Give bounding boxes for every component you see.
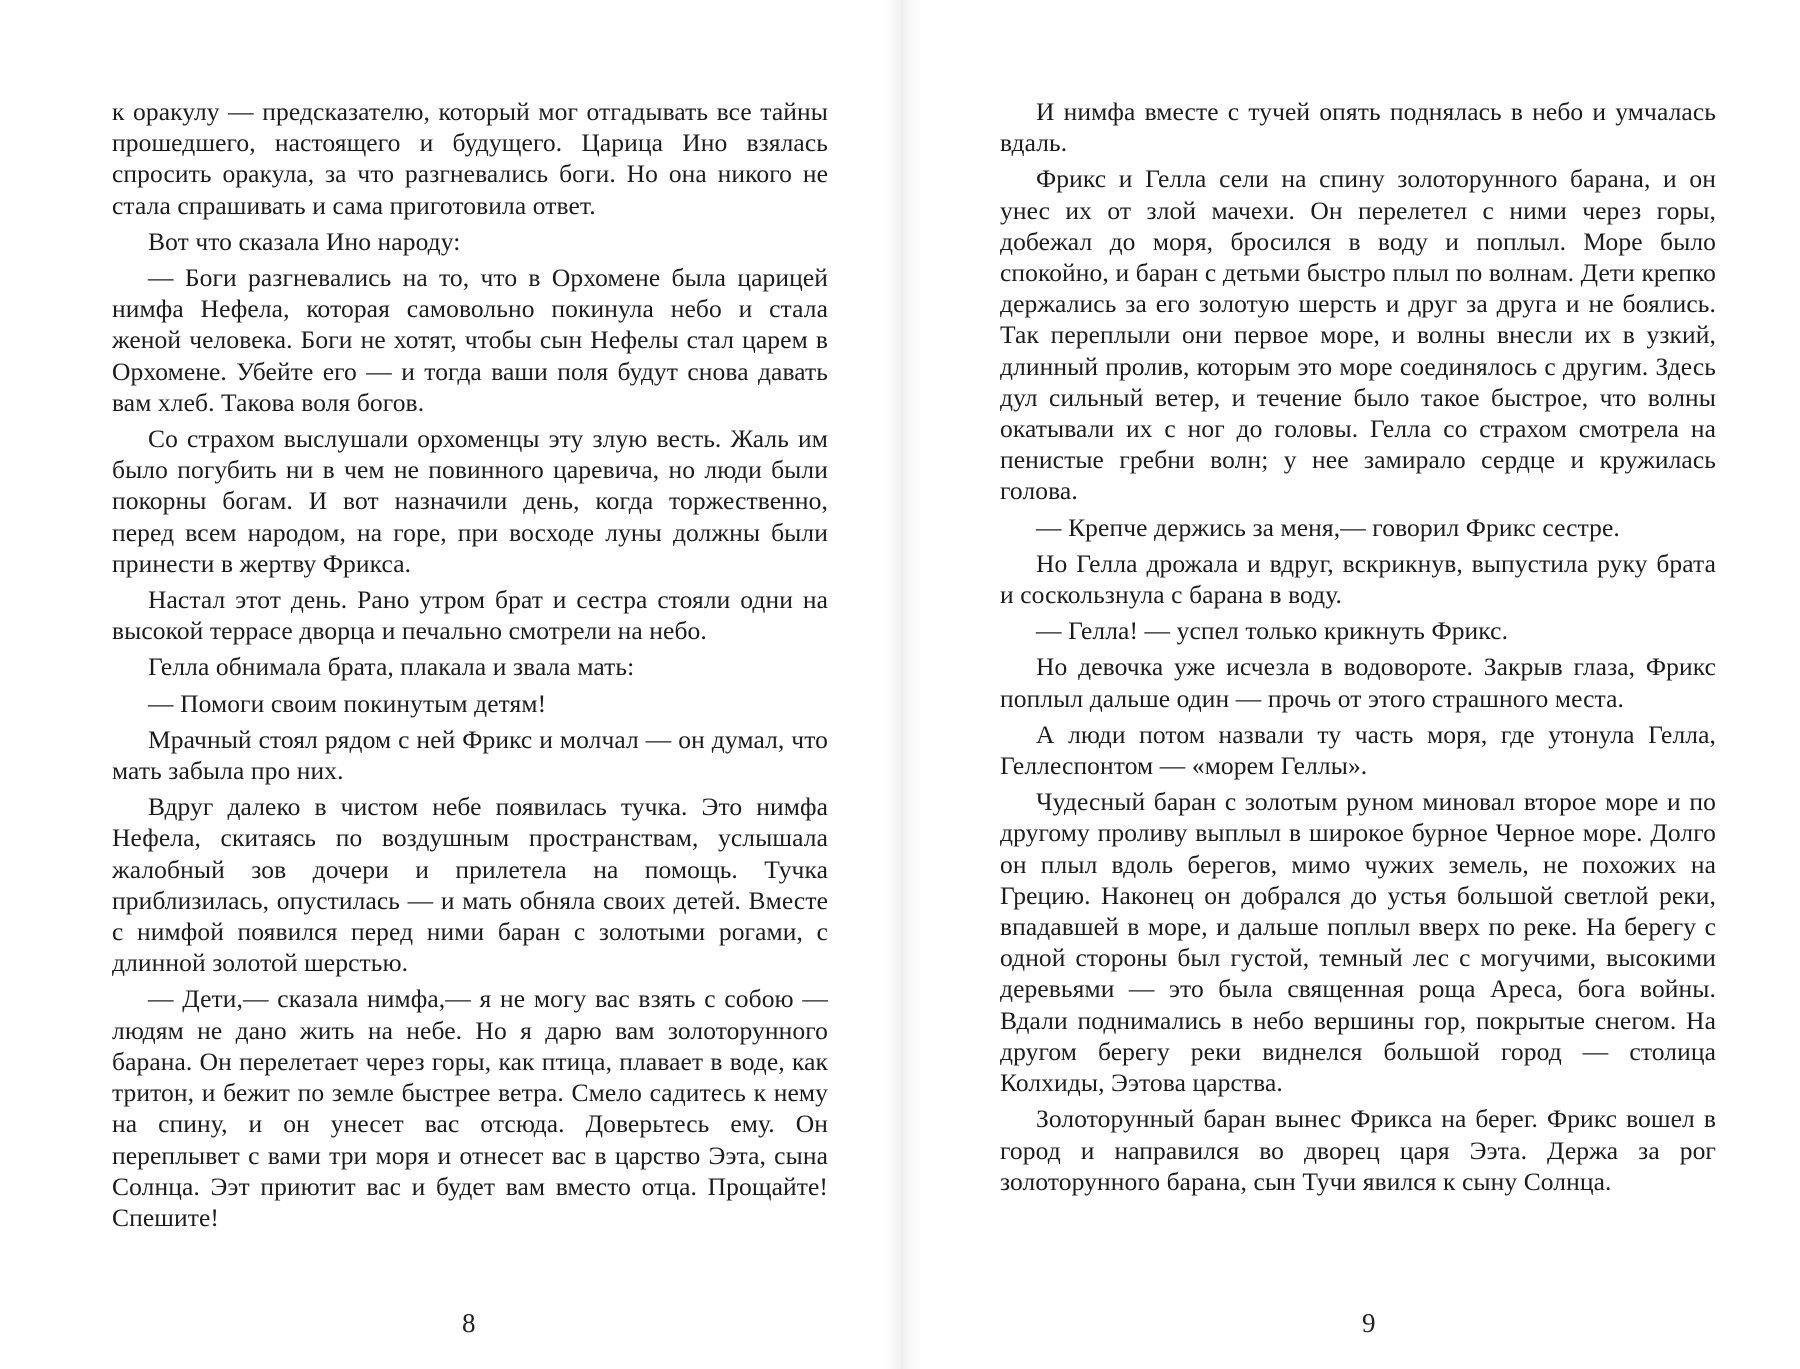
paragraph: И нимфа вместе с тучей опять поднялась в небо и умчалась вдаль. [1000, 97, 1716, 158]
paragraph: Но Гелла дрожала и вдруг, вскрикнув, выпустила руку брата и соскользнула с барана в воду. [1000, 548, 1716, 610]
paragraph: — Крепче держись за меня,— говорил Фрикс сестре. [1036, 512, 1620, 542]
paragraph: Фрикс и Гелла сели на спину золоторунного барана, и он унес их от злой мачехи. Он перелетел с ними через горы, добежал до моря, бросился в воду и поплыл. Море было спокойно, и баран с детьми быстро плыл по волнам. Дети крепко держались за его золотую шерсть и друг за друга и не боялись. Так переплыли они первое море, и волны внесли их в узкий, длинный пролив, которым это море соединялось с другим. Здесь дул сильный ветер, и течение было такое быстрое, что волны окатывали их с ног до головы. Гелла со страхом смотрела на пенистые гребни волн; у нее замирало сердце и кружилась голова. [1000, 164, 1716, 506]
paragraph: Чудесный баран с золотым руном миновал второе море и по другому проливу выплыл в широкое бурное Черное море. Долго он плыл вдоль берегов, мимо чужих земель, не похожих на Грецию. Наконец он добрался до устья большой светлой реки, впадавшей в море, и дальше поплыл вверх по реке. На берегу с одной стороны был густой, темный лес с могучими, высокими деревьями — это была священная роща Ареса, бога войны. Вдали поднимались в небо вершины гор, покрытые снегом. На другом берегу реки виднелся большой город — столица Колхиды, Ээтова царства. [1000, 787, 1716, 1098]
paragraph: Вот что сказала Ино народу: [148, 226, 461, 256]
paragraph: Настал этот день. Рано утром брат и сестра стояли одни на высокой террасе дворца и печально смотрели на небо. [112, 585, 828, 646]
book-gutter [882, 0, 922, 1369]
paragraph: Со страхом выслушали орхоменцы эту злую весть. Жаль им было погубить ни в чем не повинного царевича, но люди были покорны богам. И вот назначили день, когда торжественно, перед всем народом, на горе, при восходе луны должны были принести в жертву Фрикса. [112, 424, 828, 578]
paragraph: А люди потом назвали ту часть моря, где утонула Гелла, Геллеспонтом — «морем Геллы». [1000, 719, 1716, 781]
paragraph: Гелла обнимала брата, плакала и звала мать: [148, 652, 635, 682]
paragraph: — Гелла! — успел только крикнуть Фрикс. [1036, 616, 1509, 646]
paragraph: — Помоги своим покинутым детям! [148, 688, 547, 718]
right-page [1000, 96, 1716, 1197]
paragraph: — Дети,— сказала нимфа,— я не могу вас взять с собою — людям не дано жить на небе. Но я дарю вам золоторунного барана. Он перелетает через горы, как птица, плавает в воде, как тритон, и бежит по земле быстрее ветра. Смело садитесь к нему на спину, и он унесет вас отсюда. Доверьтесь ему. Он переплывет с вами три моря и отнесет вас в царство Ээта, сына Солнца. Ээт приютит вас и будет вам вместо отца. Прощайте! Спешите! [112, 984, 828, 1232]
paragraph: Вдруг далеко в чистом небе появилась тучка. Это нимфа Нефела, скитаясь по воздушным пространствам, услышала жалобный зов дочери и прилетела на помощь. Тучка приблизилась, опустилась — и мать обняла своих детей. Вместе с нимфой появился перед ними баран с золотыми рогами, с длинной золотой шерстью. [112, 792, 828, 978]
page-number-right: 9 [1362, 1308, 1376, 1338]
paragraph: — Боги разгневались на то, что в Орхомене была царицей нимфа Нефела, которая самовольно покинула небо и стала женой человека. Боги не хотят, чтобы сын Нефелы стал царем в Орхомене. Убейте его — и тогда ваши поля будут снова давать вам хлеб. Такова воля богов. [112, 263, 828, 417]
page-number-left: 8 [462, 1308, 476, 1338]
left-page [112, 96, 828, 1233]
paragraph: Золоторунный баран вынес Фрикса на берег. Фрикс вошел в город и направился во дворец царя Ээта. Держа за рог золоторунного барана, сын Тучи явился к сыну Солнца. [1000, 1104, 1716, 1196]
paragraph: к оракулу — предсказателю, который мог отгадывать все тайны прошедшего, настоящего и будущего. Царица Ино взялась спросить оракула, за что разгневались боги. Но она никого не стала спрашивать и сама приготовила ответ. [112, 97, 828, 220]
paragraph: Но девочка уже исчезла в водовороте. Закрыв глаза, Фрикс поплыл дальше один — прочь от этого страшного места. [1000, 652, 1716, 713]
paragraph: Мрачный стоял рядом с ней Фрикс и молчал — он думал, что мать забыла про них. [112, 724, 828, 786]
